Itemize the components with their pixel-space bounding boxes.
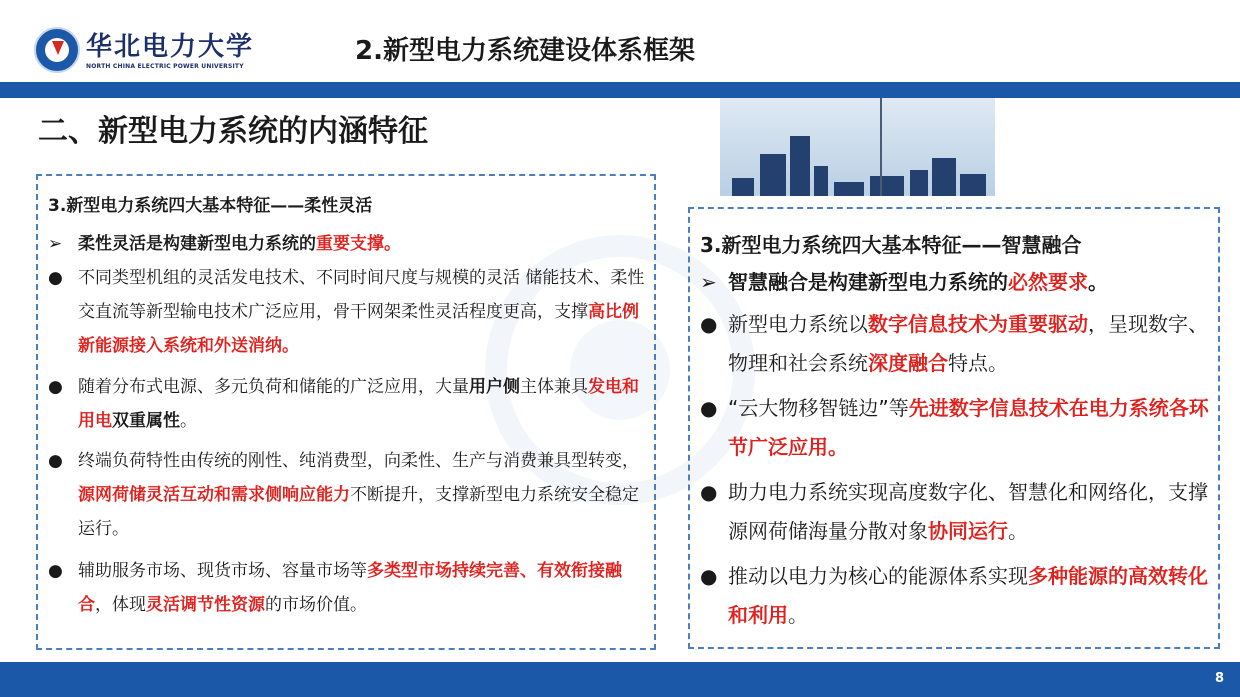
flexibility-box xyxy=(36,174,656,650)
dot-bullet-icon: ● xyxy=(700,396,718,420)
smart-fusion-heading: 3.新型电力系统四大基本特征——智慧融合 xyxy=(700,233,1082,257)
arrow-bullet-icon: ➢ xyxy=(48,234,63,254)
page-number: 8 xyxy=(1214,671,1224,686)
dot-bullet-icon: ● xyxy=(48,268,63,288)
university-name-cn: 华北电力大学 xyxy=(86,32,255,62)
list-item: ● 随着分布式电源、多元负荷和储能的广泛应用，大量用户侧主体兼具发电和用电双重属性。 xyxy=(48,370,648,438)
university-emblem-icon xyxy=(34,27,80,73)
list-item: ● 助力电力系统实现高度数字化、智慧化和网络化，支撑源网荷储海量分散对象协同运行。 xyxy=(700,473,1210,551)
list-item: ➢ 智慧融合是构建新型电力系统的必然要求。 xyxy=(700,263,1210,302)
power-tower-city-photo xyxy=(720,98,995,196)
smart-fusion-box xyxy=(688,207,1220,649)
arrow-bullet-icon: ➢ xyxy=(700,270,717,294)
slide-title: 2.新型电力系统建设体系框架 xyxy=(355,36,695,66)
list-item: ● 不同类型机组的灵活发电技术、不同时间尺度与规模的灵活 储能技术、柔性交直流等新型输电技术广泛应用，骨干网架柔性灵活程度更高，支撑高比例新能源接入系统和外送消纳。 xyxy=(48,261,648,363)
footer-bar xyxy=(0,662,1240,697)
dot-bullet-icon: ● xyxy=(700,564,718,588)
list-item: ● 新型电力系统以数字信息技术为重要驱动，呈现数字、物理和社会系统深度融合特点。 xyxy=(700,305,1210,383)
header-rule xyxy=(0,82,1240,98)
flexibility-heading: 3.新型电力系统四大基本特征——柔性灵活 xyxy=(48,196,373,216)
dot-bullet-icon: ● xyxy=(700,480,718,504)
section-title: 二、新型电力系统的内涵特征 xyxy=(38,114,428,149)
list-item: ● “云大物移智链边”等先进数字信息技术在电力系统各环节广泛应用。 xyxy=(700,389,1210,467)
dot-bullet-icon: ● xyxy=(700,312,718,336)
list-item: ● 终端负荷特性由传统的刚性、纯消费型，向柔性、生产与消费兼具型转变，源网荷储灵活互动和需求侧响应能力不断提升，支撑新型电力系统安全稳定运行。 xyxy=(48,444,648,546)
list-item: ● 辅助服务市场、现货市场、容量市场等多类型市场持续完善、有效衔接融合，体现灵活调节性资源的市场价值。 xyxy=(48,554,648,622)
list-item: ➢ 柔性灵活是构建新型电力系统的重要支撑。 xyxy=(48,227,648,261)
dot-bullet-icon: ● xyxy=(48,377,63,397)
dot-bullet-icon: ● xyxy=(48,561,63,581)
header xyxy=(0,0,1240,82)
list-item: ● 推动以电力为核心的能源体系实现多种能源的高效转化和利用。 xyxy=(700,557,1210,635)
university-name-en: NORTH CHINA ELECTRIC POWER UNIVERSITY xyxy=(86,63,244,70)
dot-bullet-icon: ● xyxy=(48,451,63,471)
